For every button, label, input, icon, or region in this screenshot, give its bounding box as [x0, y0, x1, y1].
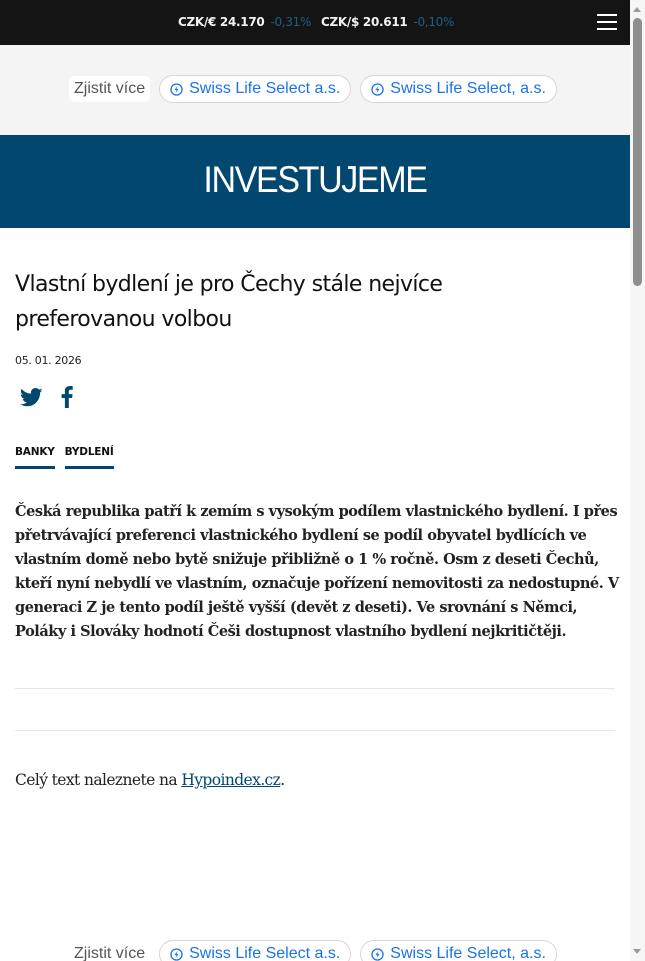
ticker-pair: CZK/€ 24.170	[178, 15, 265, 29]
scroll-up-arrow-icon[interactable]	[633, 7, 641, 12]
hypoindex-link[interactable]: Hypoindex.cz	[181, 771, 281, 789]
tag-bydleni[interactable]: BYDLENÍ	[65, 446, 114, 469]
article-tags	[15, 446, 114, 469]
ad-row	[69, 75, 557, 103]
ad-chip-swiss-life-2[interactable]	[360, 940, 557, 961]
ad-chip-label: Swiss Life Select, a.s.	[390, 80, 546, 97]
ad-chip-label: Swiss Life Select a.s.	[189, 80, 341, 97]
article-title: Vlastní bydlení je pro Čechy stále nejvíce preferovanou volbou	[15, 272, 443, 332]
ad-chip-swiss-life-1[interactable]	[159, 940, 351, 961]
ad-chip-swiss-life-1[interactable]	[159, 75, 351, 103]
tag-banky[interactable]: BANKY	[15, 446, 55, 469]
ad-label[interactable]: Zjistit více	[69, 941, 150, 961]
scroll-down-arrow-icon[interactable]	[633, 949, 641, 954]
bolt-icon	[371, 948, 384, 961]
bolt-icon	[170, 83, 183, 96]
ad-strip-top	[0, 45, 630, 135]
full-text-suffix: .	[280, 771, 285, 789]
ad-strip-bottom	[0, 930, 630, 961]
twitter-icon[interactable]	[20, 388, 43, 407]
hamburger-menu-icon[interactable]	[597, 13, 617, 31]
article-date: 05. 01. 2026	[15, 354, 82, 367]
scrollbar-thumb[interactable]	[633, 18, 642, 286]
full-text-prefix: Celý text naleznete na	[15, 771, 182, 789]
ad-row	[69, 940, 557, 961]
ticker-eur	[178, 15, 311, 29]
divider	[15, 730, 615, 731]
facebook-icon[interactable]	[61, 386, 73, 408]
ad-label[interactable]: Zjistit více	[69, 76, 150, 102]
full-text-note	[15, 771, 285, 789]
ad-chip-swiss-life-2[interactable]	[360, 75, 557, 103]
ticker-change: -0,31%	[270, 15, 312, 29]
bolt-icon	[371, 83, 384, 96]
bolt-icon	[170, 948, 183, 961]
vertical-scrollbar[interactable]	[630, 0, 645, 961]
ad-chip-label: Swiss Life Select a.s.	[189, 945, 341, 961]
ticker-change: -0,10%	[413, 15, 455, 29]
brand-banner	[0, 135, 630, 228]
share-buttons	[20, 386, 73, 408]
ticker-pair: CZK/$ 20.611	[321, 15, 408, 29]
article-perex: Česká republika patří k zemím s vysokým podílem vlastnického bydlení. I přes přetrvávající preferenci vlastnického bydlení se podíl obyvatel bydlících ve vlastním domě nebo bytě snižuje přibližně o 1 % ročně. Osm z deseti Čechů, kteří nyní nebydlí ve vlastním, označuje pořízení nemovitosti za nedostupné. V generaci Z je tento podíl ještě vyšší (devět z deseti). Ve srovnání s Němci, Poláky i Slováky hodnotí Češi dostupnost vlastního bydlení nejkritičtěji.	[15, 503, 619, 640]
brand-logo[interactable]: INVESTUJEME	[203, 159, 427, 200]
currency-ticker-bar	[0, 0, 630, 45]
ad-chip-label: Swiss Life Select, a.s.	[390, 945, 546, 961]
ticker-usd	[321, 15, 454, 29]
divider	[15, 688, 615, 689]
